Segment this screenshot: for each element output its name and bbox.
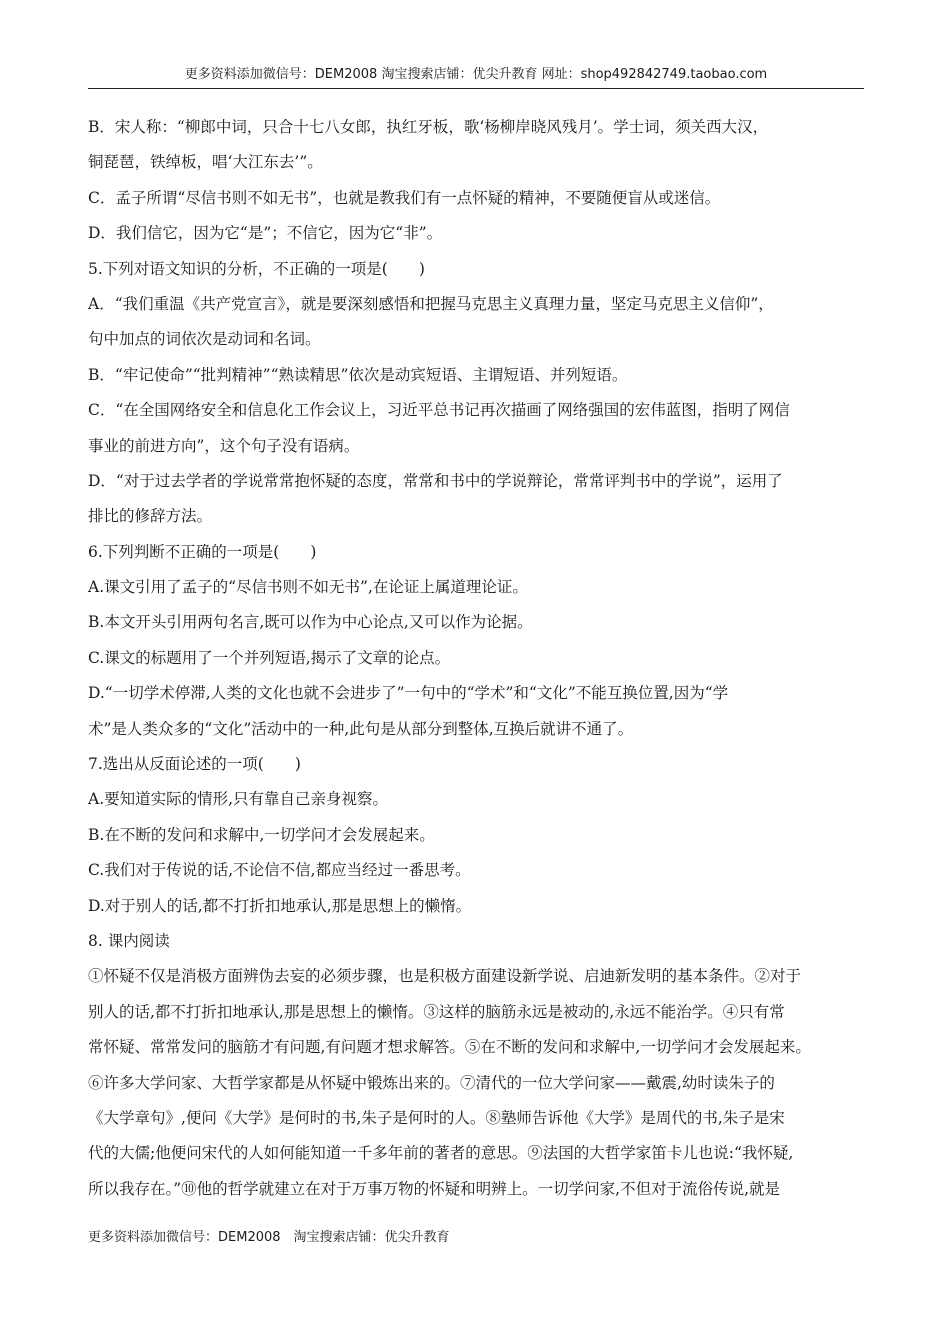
text-line: C．“在全国网络安全和信息化工作会议上，习近平总书记再次描画了网络强国的宏伟蓝图，指明了网信 [88, 401, 790, 420]
passage-line: ⑥许多大学问家、大哲学家都是从怀疑中锻炼出来的。⑦清代的一位大学问家——戴震,幼时读朱子的 [88, 1073, 775, 1092]
footer-text: 更多资料添加微信号：DEM2008 淘宝搜索店铺：优尖升教育 [88, 1230, 450, 1245]
document-body [88, 110, 878, 1207]
passage-line: 所以我存在。”⑩他的哲学就建立在对于万事万物的怀疑和明辨上。一切学问家,不但对于流俗传说,就是 [88, 1179, 781, 1198]
text-line: 句中加点的词依次是动词和名词。 [88, 330, 321, 349]
text-line: A．“我们重温《共产党宣言》，就是要深刻感悟和把握马克思主义真理力量，坚定马克思主义信仰”， [88, 294, 774, 313]
text-line: B．“牢记使命”“批判精神”“熟读精思”依次是动宾短语、主谓短语、并列短语。 [88, 365, 628, 384]
text-line: C.我们对于传说的话,不论信不信,都应当经过一番思考。 [88, 861, 471, 880]
text-line: B．宋人称：“柳郎中词，只合十七八女郎，执红牙板，歌‘杨柳岸晓风残月’。学士词，须关西大汉， [88, 118, 769, 136]
text-line: D．“对于过去学者的学说常常抱怀疑的态度，常常和书中的学说辩论，常常评判书中的学说”，运用了 [88, 471, 783, 490]
passage-line: 代的大儒;他便问宋代的人如何能知道一千多年前的著者的意思。⑨法国的大哲学家笛卡儿也说:“我怀疑, [88, 1144, 794, 1163]
text-line: C.课文的标题用了一个并列短语,揭示了文章的论点。 [88, 648, 451, 667]
text-line: 事业的前进方向”，这个句子没有语病。 [88, 436, 360, 455]
passage-line: 《大学章句》,便问《大学》是何时的书,朱子是何时的人。⑧塾师告诉他《大学》是周代的书,朱子是宋 [88, 1108, 785, 1127]
text-line: 铜琵琶，铁绰板，唱‘大江东去’”。 [88, 153, 323, 172]
question-7-title: 7.选出从反面论述的一项( ) [88, 755, 301, 774]
page-footer [88, 1226, 450, 1245]
text-line: D．我们信它，因为它“是”；不信它，因为它“非”。 [88, 224, 443, 243]
text-line: 排比的修辞方法。 [88, 507, 213, 526]
page-header [88, 64, 864, 89]
question-8-title: 8. 课内阅读 [88, 931, 170, 950]
text-line: C．孟子所谓“尽信书则不如无书”，也就是教我们有一点怀疑的精神，不要随便盲从或迷信。 [88, 188, 721, 207]
question-6-title: 6.下列判断不正确的一项是( ) [88, 542, 317, 561]
passage-line: 别人的话,都不打折扣地承认,那是思想上的懒惰。③这样的脑筋永远是被动的,永远不能治学。④只有常 [88, 1002, 785, 1021]
text-line: A.课文引用了孟子的“尽信书则不如无书”,在论证上属道理论证。 [88, 578, 528, 597]
text-line: D.对于别人的话,都不打折扣地承认,那是思想上的懒惰。 [88, 896, 472, 915]
question-5-title: 5.下列对语文知识的分析，不正确的一项是( ) [88, 259, 425, 278]
passage-line: 常怀疑、常常发问的脑筋才有问题,有问题才想求解答。⑤在不断的发问和求解中,一切学问才会发展起来。 [88, 1038, 811, 1057]
text-line: B.在不断的发问和求解中,一切学问才会发展起来。 [88, 825, 435, 844]
header-text: 更多资料添加微信号：DEM2008 淘宝搜索店铺：优尖升教育 网址：shop492842749.taobao.com [184, 67, 768, 82]
text-line: D.“一切学术停滞,人类的文化也就不会进步了”一句中的“学术”和“文化”不能互换位置,因为“学 [88, 684, 729, 703]
text-line: B.本文开头引用两句名言,既可以作为中心论点,又可以作为论据。 [88, 613, 533, 632]
text-line: 术”是人类众多的“文化”活动中的一种,此句是从部分到整体,互换后就讲不通了。 [88, 719, 634, 738]
passage-line: ①怀疑不仅是消极方面辨伪去妄的必须步骤，也是积极方面建设新学说、启迪新发明的基本条件。②对于 [88, 967, 802, 986]
text-line: A.要知道实际的情形,只有靠自己亲身视察。 [88, 790, 389, 809]
